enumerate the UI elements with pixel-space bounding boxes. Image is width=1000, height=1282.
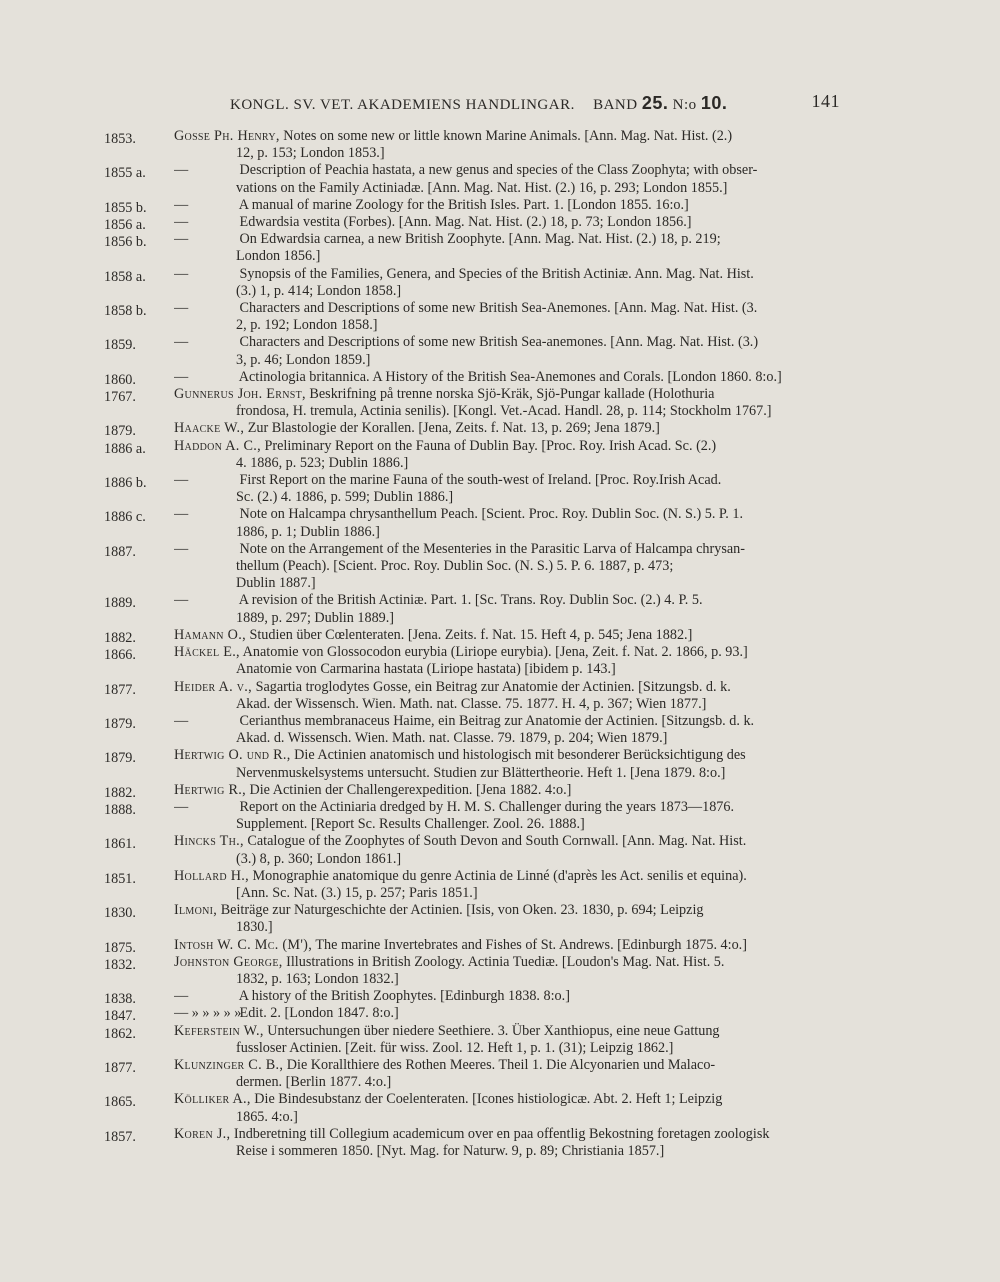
entry-year: 1853.: [104, 131, 136, 147]
entry-text-line: Untersuchungen über niedere Seethiere. 3. Über Xanthiopus, eine neue Gattung: [267, 1022, 720, 1039]
entry-author: —: [174, 798, 189, 815]
bibliography-entry: [104, 334, 894, 368]
entry-text-line: Akad. d. Wissensch. Wien. Math. nat. Classe. 79. 1879, p. 204; Wien 1879.]: [236, 730, 668, 747]
issue-number: 10.: [700, 93, 728, 113]
bibliography-entry: [104, 1091, 894, 1125]
entry-year: 1887.: [104, 543, 136, 560]
entry-author: Heider A. v.,: [174, 678, 253, 695]
bibliography-entry: [104, 162, 894, 196]
entry-author: Gosse Ph. Henry,: [174, 128, 280, 144]
entry-text-line: 4. 1886, p. 523; Dublin 1886.]: [236, 454, 409, 471]
entry-author: Hollard H.,: [174, 867, 249, 884]
entry-author: —: [174, 196, 189, 213]
entry-year: 1879.: [104, 423, 136, 440]
entry-text-line: Edit. 2. [London 1847. 8:o.]: [239, 1005, 399, 1022]
entry-author: Hertwig O. und R.,: [174, 747, 291, 764]
bibliography-entry: [104, 902, 894, 936]
entry-text-line: Die Actinien der Challengerexpedition. [Jena 1882. 4:o.]: [249, 781, 572, 798]
entry-year: 1886 c.: [104, 509, 146, 526]
entry-text-line: Sc. (2.) 4. 1886, p. 599; Dublin 1886.]: [236, 489, 454, 506]
entry-year: 1877.: [104, 681, 136, 698]
entry-text-line: 1886, p. 1; Dublin 1886.]: [236, 523, 380, 540]
entry-text-line: 1889, p. 297; Dublin 1889.]: [236, 609, 395, 626]
entry-text-line: [Ann. Sc. Nat. (3.) 15, p. 257; Paris 1851.]: [236, 884, 478, 901]
entry-text-line: Characters and Descriptions of some new British Sea-Anemones. [Ann. Mag. Nat. Hist. (3.: [239, 300, 758, 317]
entry-author: —: [174, 162, 189, 179]
entry-text-line: 3, p. 46; London 1859.]: [236, 351, 371, 368]
entry-year: 1882.: [104, 784, 136, 801]
bibliography-entry: [104, 369, 894, 386]
entry-text-line: Synopsis of the Families, Genera, and Species of the British Actiniæ. Ann. Mag. Nat. Hist.: [239, 265, 754, 282]
bibliography-entry: [104, 868, 894, 902]
bibliography-entry: [104, 782, 894, 799]
entry-author: —: [174, 214, 189, 231]
entry-text-line: vations on the Family Actiniadæ. [Ann. Mag. Nat. Hist. (2.) 16, p. 293; London 1855.]: [236, 179, 728, 196]
entry-author: —: [174, 265, 189, 282]
entry-year: 1889.: [104, 595, 136, 612]
entry-text-line: Description of Peachia hastata, a new genus and species of the Class Zoophyta; with obser-: [239, 162, 758, 179]
entry-author: —: [174, 712, 189, 729]
entry-author: Haacke W.,: [174, 420, 245, 437]
bibliography-entry: [104, 386, 894, 420]
entry-author: —: [174, 472, 189, 489]
entry-text-line: Report on the Actiniaria dredged by H. M. S. Challenger during the years 1873—1876.: [239, 798, 735, 815]
entry-author: —: [174, 334, 189, 351]
entry-year: 1879.: [104, 750, 136, 767]
entry-year: 1866.: [104, 647, 136, 664]
bibliography-entry: [104, 1126, 894, 1160]
entry-text-line: Edwardsia vestita (Forbes). [Ann. Mag. Nat. Hist. (2.) 18, p. 73; London 1856.]: [239, 214, 692, 231]
entry-text-line: A history of the British Zoophytes. [Edinburgh 1838. 8:o.]: [238, 988, 570, 1005]
entry-year: 1861.: [104, 836, 136, 853]
entry-author: Keferstein W.,: [174, 1022, 264, 1039]
entry-text-line: Nervenmuskelsystems untersucht. Studien zur Blättertheorie. Heft 1. [Jena 1879. 8:o.]: [236, 764, 726, 781]
entry-year: 1879.: [104, 715, 136, 732]
entry-text-line: Dublin 1887.]: [236, 575, 316, 592]
bibliography-entry: [104, 266, 894, 300]
entry-text-line: Note on Halcampa chrysanthellum Peach. [Scient. Proc. Roy. Dublin Soc. (N. S.) 5. P. 1.: [239, 506, 743, 523]
entry-author: —: [174, 988, 189, 1005]
entry-text-line: Cerianthus membranaceus Haime, ein Beitrag zur Anatomie der Actinien. [Sitzungsb. d. k.: [239, 712, 755, 729]
entry-year: 1851.: [104, 870, 136, 887]
entry-author: —: [174, 592, 189, 609]
entry-author: Intosh W. C. Mc. (M'),: [174, 936, 313, 953]
entry-text-line: Die Korallthiere des Rothen Meeres. Theil 1. Die Alcyonarien und Malaco-: [286, 1056, 716, 1073]
entry-year: 1838.: [104, 991, 136, 1008]
number-label: N:o: [672, 97, 697, 113]
entry-author: Häckel E.,: [174, 644, 240, 661]
entry-year: 1882.: [104, 629, 136, 646]
band-label: BAND: [593, 97, 638, 113]
entry-year: 1877.: [104, 1059, 136, 1076]
entry-year: 1862.: [104, 1025, 136, 1042]
entry-text-line: Reise i sommeren 1850. [Nyt. Mag. for Naturw. 9, p. 89; Christiania 1857.]: [236, 1142, 665, 1159]
bibliography-entry: [104, 420, 894, 440]
entry-year: 1856 a.: [104, 217, 146, 234]
entry-author: Haddon A. C.,: [174, 437, 261, 454]
entry-text-line: 2, p. 192; London 1858.]: [236, 317, 378, 334]
entry-year: 1830.: [104, 905, 136, 922]
entry-text-line: fussloser Actinien. [Zeit. für wiss. Zool. 12. Heft 1, p. 1. (31); Leipzig 1862.]: [236, 1039, 674, 1056]
entry-text-line: (3.) 8, p. 360; London 1861.]: [236, 850, 402, 867]
entry-text-line: Zur Blastologie der Korallen. [Jena, Zeits. f. Nat. 13, p. 269; Jena 1879.]: [247, 420, 660, 437]
entry-text-line: 1865. 4:o.]: [236, 1108, 298, 1125]
entry-text-line: On Edwardsia carnea, a new British Zoophyte. [Ann. Mag. Nat. Hist. (2.) 18, p. 219;: [239, 231, 721, 248]
entry-text-line: Note on the Arrangement of the Mesenteries in the Parasitic Larva of Halcampa chrysan-: [239, 540, 745, 557]
entry-author: —: [174, 300, 189, 317]
entry-text-line: A revision of the British Actiniæ. Part. 1. [Sc. Trans. Roy. Dublin Soc. (2.) 4. P. 5.: [238, 592, 703, 609]
entry-author: Gunnerus Joh. Ernst,: [174, 386, 306, 403]
entry-year: 1865.: [104, 1094, 136, 1111]
entry-text-line: First Report on the marine Fauna of the south-west of Ireland. [Proc. Roy.Irish Acad.: [239, 472, 722, 489]
bibliography-entry: [104, 833, 894, 867]
entry-author: Hincks Th.,: [174, 833, 244, 850]
entry-text-line: Monographie anatomique du genre Actinia de Linné (d'après les Act. senilis et equina).: [252, 867, 747, 884]
entry-text-line: Beiträge zur Naturgeschichte der Actinien. [Isis, von Oken. 23. 1830, p. 694; Leipzig: [220, 902, 704, 919]
bibliography-entry: [104, 954, 894, 988]
entry-text-line: (3.) 1, p. 414; London 1858.]: [236, 282, 402, 299]
band-number: 25.: [641, 93, 669, 113]
entry-text-line: A manual of marine Zoology for the British Isles. Part. 1. [London 1855. 16:o.]: [238, 196, 689, 213]
entry-text-line: 1830.]: [236, 919, 273, 936]
entry-year: 1855 b.: [104, 199, 147, 216]
entry-author: — » » » » »: [174, 1005, 242, 1022]
entry-text-line: Studien über Cœlenteraten. [Jena. Zeits. f. Nat. 15. Heft 4, p. 545; Jena 1882.]: [249, 626, 693, 643]
bibliography-entry: [104, 592, 894, 626]
entry-text-line: Illustrations in British Zoology. Actinia Tuediæ. [Loudon's Mag. Nat. Hist. 5.: [286, 953, 725, 970]
bibliography-entry: [104, 541, 894, 593]
entry-author: —: [174, 506, 189, 523]
bibliography-entry: [104, 231, 894, 265]
entry-author: Johnston George,: [174, 953, 283, 970]
entry-year: 1888.: [104, 801, 136, 818]
bibliography-entry: [104, 937, 894, 954]
entry-year: 1886 a.: [104, 440, 146, 457]
entry-author: Ilmoni,: [174, 902, 218, 919]
entry-author: —: [174, 231, 189, 248]
entry-year: 1767.: [104, 389, 136, 406]
entry-text-line: 12, p. 153; London 1853.]: [236, 145, 385, 162]
entry-author: Klunzinger C. B.,: [174, 1056, 284, 1073]
entry-text-line: Die Actinien anatomisch und histologisch mit besonderer Berücksichtigung des: [294, 747, 746, 764]
bibliography-entry: [104, 747, 894, 781]
bibliography-entry: [104, 713, 894, 747]
running-header: [230, 93, 840, 114]
bibliography-list: [104, 128, 894, 1160]
entry-text-line: Preliminary Report on the Fauna of Dublin Bay. [Proc. Roy. Irish Acad. Sc. (2.): [264, 437, 717, 454]
entry-year: 1886 b.: [104, 475, 147, 492]
entry-text-line: dermen. [Berlin 1877. 4:o.]: [236, 1074, 392, 1091]
entry-text-line: frondosa, H. tremula, Actinia senilis). [Kongl. Vet.-Acad. Handl. 28, p. 114; Stockholm 1767.]: [236, 403, 772, 420]
bibliography-entry: [104, 799, 894, 833]
page-number: 141: [811, 91, 840, 111]
entry-text-line: thellum (Peach). [Scient. Proc. Roy. Dublin Soc. (N. S.) 5. P. 6. 1887, p. 473;: [236, 558, 674, 575]
bibliography-entry: [104, 197, 894, 214]
bibliography-entry: [104, 644, 894, 678]
entry-author: Koren J.,: [174, 1125, 231, 1142]
entry-year: 1858 b.: [104, 303, 147, 320]
entry-text-line: Actinologia britannica. A History of the British Sea-Anemones and Corals. [London 1860. 8:o.]: [238, 368, 782, 385]
bibliography-entry: [104, 1023, 894, 1057]
entry-text-line: Anatomie von Carmarina hastata (Liriope hastata) [ibidem p. 143.]: [236, 661, 616, 678]
entry-text-line: 1832, p. 163; London 1832.]: [236, 970, 399, 987]
entry-text-line: Die Bindesubstanz der Coelenteraten. [Icones histiologicæ. Abt. 2. Heft 1; Leipzig: [254, 1091, 723, 1108]
entry-text-line: Indberetning till Collegium academicum over en paa offentlig Bekostning foretagen zoologisk: [233, 1125, 770, 1142]
bibliography-entry: [104, 300, 894, 334]
entry-text-line: Sagartia troglodytes Gosse, ein Beitrag zur Anatomie der Actinien. [Sitzungsb. d. k.: [255, 678, 731, 695]
entry-text-line: Notes on some new or little known Marine Animals. [Ann. Mag. Nat. Hist. (2.): [283, 128, 733, 144]
entry-year: 1856 b.: [104, 234, 147, 251]
bibliography-entry: [104, 679, 894, 713]
entry-text-line: Catalogue of the Zoophytes of South Devon and South Cornwall. [Ann. Mag. Nat. Hist.: [247, 833, 747, 850]
entry-text-line: Characters and Descriptions of some new British Sea-anemones. [Ann. Mag. Nat. Hist. (3.): [239, 334, 759, 351]
entry-author: Kölliker A.,: [174, 1091, 251, 1108]
entry-author: Hertwig R.,: [174, 781, 246, 798]
entry-year: 1857.: [104, 1128, 136, 1145]
entry-author: —: [174, 540, 189, 557]
bibliography-entry: [104, 128, 894, 162]
entry-year: 1832.: [104, 956, 136, 973]
entry-text-line: The marine Invertebrates and Fishes of St. Andrews. [Edinburgh 1875. 4:o.]: [315, 936, 747, 953]
entry-year: 1859.: [104, 337, 136, 354]
entry-year: 1858 a.: [104, 268, 146, 285]
bibliography-entry: [104, 988, 894, 1008]
entry-text-line: Beskrifning på trenne norska Sjö-Kräk, Sjö-Pungar kallade (Holothuria: [309, 386, 715, 403]
bibliography-entry: [104, 1005, 894, 1025]
entry-year: 1847.: [104, 1008, 136, 1025]
bibliography-entry: [104, 472, 894, 506]
bibliography-entry: [104, 1057, 894, 1091]
journal-title: KONGL. SV. VET. AKADEMIENS HANDLINGAR.: [230, 97, 575, 113]
entry-year: 1855 a.: [104, 165, 146, 182]
bibliography-entry: [104, 214, 894, 234]
entry-text-line: London 1856.]: [236, 248, 321, 265]
bibliography-entry: [104, 438, 894, 472]
entry-author: Hamann O.,: [174, 626, 246, 643]
bibliography-entry: [104, 627, 894, 644]
entry-text-line: Supplement. [Report Sc. Results Challenger. Zool. 26. 1888.]: [236, 816, 585, 833]
bibliography-entry: [104, 506, 894, 540]
entry-year: 1875.: [104, 939, 136, 956]
entry-text-line: Anatomie von Glossocodon eurybia (Liriope eurybia). [Jena, Zeit. f. Nat. 2. 1866, p. 93.]: [242, 644, 748, 661]
entry-year: 1860.: [104, 371, 136, 388]
entry-author: —: [174, 368, 189, 385]
entry-text-line: Akad. der Wissensch. Wien. Math. nat. Classe. 75. 1877. H. 4, p. 367; Wien 1877.]: [236, 695, 707, 712]
